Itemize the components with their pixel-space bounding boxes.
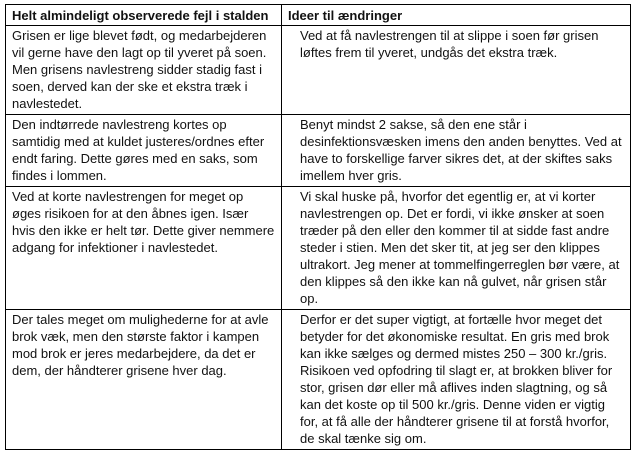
idea-cell: Vi skal huske på, hvorfor det egentlig er, at vi korter navlestrengen op. Det er fordi, vi ikke ønsker at soen træder på den eller den kommer til at sidde fast andre steder i stien. Men det sker tit, at jeg ser den klippes ultrakort. Jeg mener at tommelfingerreglen bør være, at den klippes så den ikke kan nå gulvet, når grisen står op.: [282, 187, 631, 310]
table-row: [6, 115, 631, 187]
observation-cell: Grisen er lige blevet født, og medarbejderen vil gerne have den lagt op til yveret på soen. Men grisens navlestreng sidder stadig fast i soen, derved kan der ske et ekstra træk i navlestedet.: [6, 26, 282, 115]
table-header-row: [6, 5, 631, 26]
observation-cell: Der tales meget om mulighederne for at avle brok væk, men den største faktor i kampen mod brok er jeres medarbejdere, da det er dem, der håndterer grisene hver dag.: [6, 310, 282, 450]
idea-cell: Ved at få navlestrengen til at slippe i soen før grisen løftes frem til yveret, undgås det ekstra træk.: [282, 26, 631, 115]
header-ideas: Ideer til ændringer: [282, 5, 631, 26]
observation-cell: Den indtørrede navlestreng kortes op samtidig med at kuldet justeres/ordnes efter endt faring. Dette gøres med en saks, som findes i lommen.: [6, 115, 282, 187]
observation-cell: Ved at korte navlestrengen for meget op øges risikoen for at den åbnes igen. Især hvis den ikke er helt tør. Dette giver nemmere adgang for infektioner i navlestedet.: [6, 187, 282, 310]
observation-table: [5, 4, 631, 450]
idea-cell: Derfor er det super vigtigt, at fortælle hvor meget det betyder for det økonomiske resultat. En gris med brok kan ikke sælges og dermed mistes 250 – 300 kr./gris. Risikoen ved opfodring til slagt er, at brokken bliver for stor, grisen dør eller må aflives inden slagtning, og så kan det koste op til 500 kr./gris. Denne viden er vigtig for, at få alle der håndterer grisene til at forstå hvorfor, de skal tænke sig om.: [282, 310, 631, 450]
header-observations: Helt almindeligt observerede fejl i stalden: [6, 5, 282, 26]
table-row: [6, 310, 631, 450]
table-row: [6, 26, 631, 115]
table-row: [6, 187, 631, 310]
idea-cell: Benyt mindst 2 sakse, så den ene står i desinfektionsvæsken imens den anden benyttes. Ved at have to forskellige farver sikres det, at der skiftes saks imellem hver gris.: [282, 115, 631, 187]
